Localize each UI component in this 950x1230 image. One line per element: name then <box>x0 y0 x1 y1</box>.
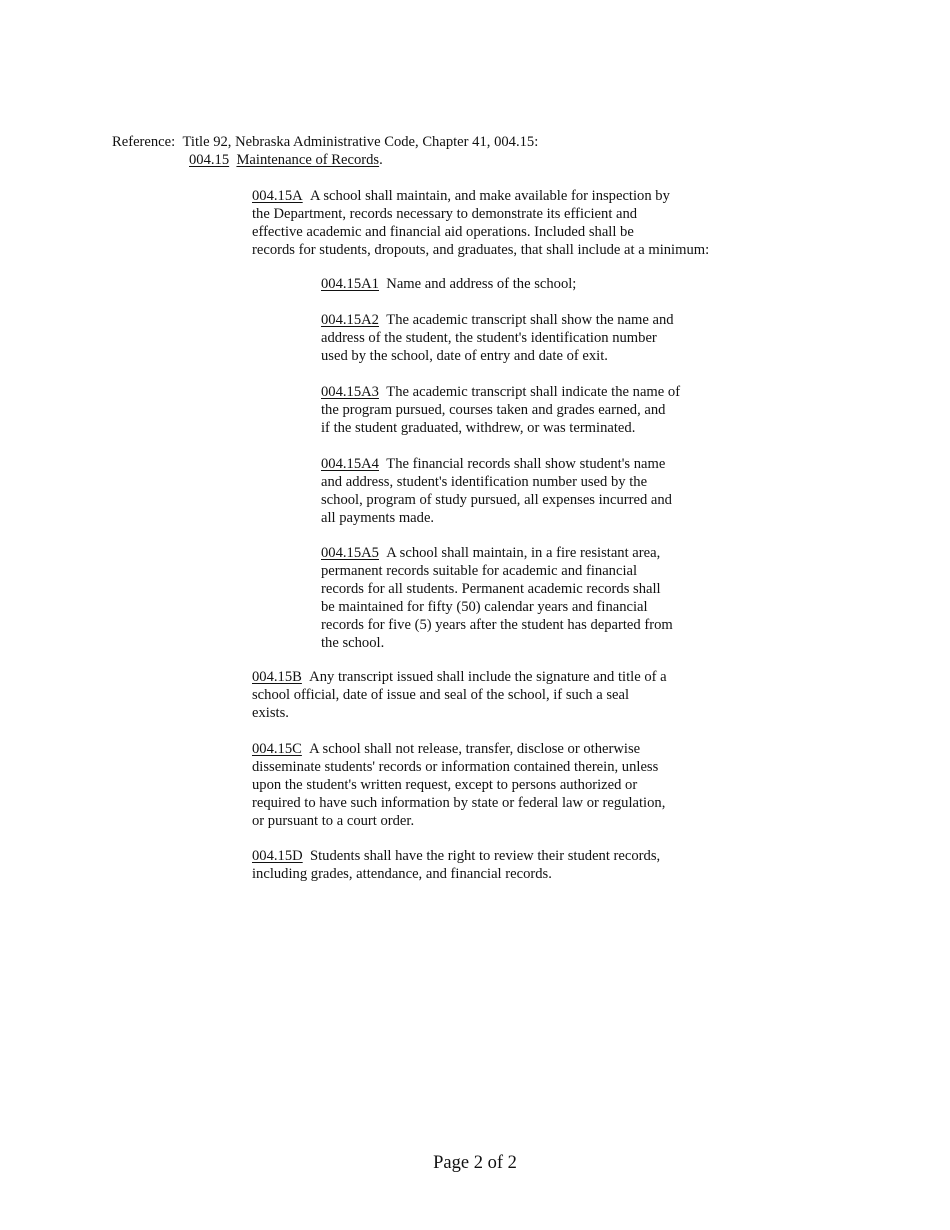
paragraph-line <box>321 581 673 599</box>
paragraph-text: upon the student's written request, except to persons authorized or <box>252 776 638 793</box>
paragraph-line <box>321 456 672 474</box>
paragraph-line <box>252 741 665 759</box>
paragraph-text: A school shall maintain, in a fire resistant area, <box>386 545 661 561</box>
paragraph-text: the school. <box>321 634 385 651</box>
paragraph-line <box>321 276 576 294</box>
paragraph-line <box>252 759 665 777</box>
paragraph-number: 004.15A2 <box>321 312 379 328</box>
paragraph-number: 004.15B <box>252 669 302 685</box>
paragraph-line <box>321 420 680 438</box>
paragraph-number: 004.15A <box>252 188 303 204</box>
paragraph-text: The academic transcript shall indicate the name of <box>386 384 681 400</box>
paragraph-text: or pursuant to a court order. <box>252 812 415 829</box>
paragraph-004-15a <box>252 188 709 260</box>
paragraph-line <box>321 635 673 653</box>
paragraph-text: Any transcript issued shall include the signature and title of a <box>309 669 667 685</box>
paragraph-line <box>321 599 673 617</box>
paragraph-004-15a3 <box>321 384 680 438</box>
paragraph-text: records for students, dropouts, and graduates, that shall include at a minimum: <box>252 241 710 258</box>
section-title-period: . <box>379 152 383 168</box>
paragraph-004-15b <box>252 669 667 723</box>
reference-label: Reference: <box>112 134 176 150</box>
paragraph-text: A school shall maintain, and make available for inspection by <box>309 188 670 204</box>
paragraph-line <box>252 866 660 884</box>
paragraph-text: used by the school, date of entry and date of exit. <box>321 347 608 364</box>
paragraph-line <box>321 492 672 510</box>
paragraph-line <box>321 510 672 528</box>
page-number: Page 2 of 2 <box>433 1153 517 1173</box>
paragraph-text: if the student graduated, withdrew, or was terminated. <box>321 419 636 436</box>
paragraph-line <box>321 402 680 420</box>
paragraph-line <box>252 705 667 723</box>
paragraph-text: school, program of study pursued, all expenses incurred and <box>321 491 672 508</box>
paragraph-line <box>252 848 660 866</box>
paragraph-text: effective academic and financial aid operations. Included shall be <box>252 223 634 240</box>
section-title: Maintenance of Records <box>236 152 380 168</box>
paragraph-text: The academic transcript shall show the name and <box>386 312 674 328</box>
paragraph-004-15a2 <box>321 312 674 366</box>
paragraph-004-15a1 <box>321 276 576 294</box>
paragraph-number: 004.15C <box>252 741 302 757</box>
section-heading <box>189 152 383 170</box>
paragraph-line <box>321 384 680 402</box>
paragraph-line <box>252 813 665 831</box>
reference-citation: Title 92, Nebraska Administrative Code, Chapter 41, 004.15: <box>182 134 539 150</box>
paragraph-line <box>252 669 667 687</box>
paragraph-text: the program pursued, courses taken and grades earned, and <box>321 401 666 418</box>
paragraph-004-15c <box>252 741 665 831</box>
paragraph-line <box>252 687 667 705</box>
paragraph-text: the Department, records necessary to demonstrate its efficient and <box>252 205 638 222</box>
paragraph-number: 004.15A4 <box>321 456 379 472</box>
paragraph-text: and address, student's identification number used by the <box>321 473 648 490</box>
paragraph-text: disseminate students' records or information contained therein, unless <box>252 758 659 775</box>
paragraph-number: 004.15A3 <box>321 384 379 400</box>
paragraph-004-15a5 <box>321 545 673 652</box>
paragraph-text: school official, date of issue and seal of the school, if such a seal <box>252 686 630 703</box>
paragraph-text: records for five (5) years after the student has departed from <box>321 616 673 633</box>
paragraph-text: Students shall have the right to review their student records, <box>309 848 661 864</box>
paragraph-text: including grades, attendance, and financial records. <box>252 865 552 882</box>
paragraph-line <box>321 545 673 563</box>
paragraph-text: The financial records shall show student's name <box>386 456 666 472</box>
reference-line <box>112 134 538 152</box>
paragraph-text: records for all students. Permanent academic records shall <box>321 580 661 597</box>
paragraph-line <box>321 312 674 330</box>
paragraph-number: 004.15A1 <box>321 276 379 292</box>
paragraph-line <box>252 777 665 795</box>
paragraph-text: A school shall not release, transfer, disclose or otherwise <box>309 741 641 757</box>
paragraph-text: required to have such information by state or federal law or regulation, <box>252 794 666 811</box>
paragraph-text: all payments made. <box>321 509 435 526</box>
paragraph-line <box>252 188 709 206</box>
paragraph-text: address of the student, the student's identification number <box>321 329 657 346</box>
paragraph-text: exists. <box>252 704 289 721</box>
section-number: 004.15 <box>189 152 230 168</box>
paragraph-line <box>321 348 674 366</box>
paragraph-line <box>252 242 709 260</box>
paragraph-text: Name and address of the school; <box>386 276 577 292</box>
paragraph-number: 004.15D <box>252 848 303 864</box>
paragraph-line <box>252 795 665 813</box>
paragraph-number: 004.15A5 <box>321 545 379 561</box>
paragraph-text: be maintained for fifty (50) calendar years and financial <box>321 598 648 615</box>
paragraph-line <box>252 224 709 242</box>
paragraph-line <box>252 206 709 224</box>
paragraph-text: permanent records suitable for academic and financial <box>321 562 638 579</box>
paragraph-line <box>321 474 672 492</box>
paragraph-004-15d <box>252 848 660 884</box>
paragraph-line <box>321 563 673 581</box>
paragraph-004-15a4 <box>321 456 672 528</box>
paragraph-line <box>321 330 674 348</box>
paragraph-line <box>321 617 673 635</box>
